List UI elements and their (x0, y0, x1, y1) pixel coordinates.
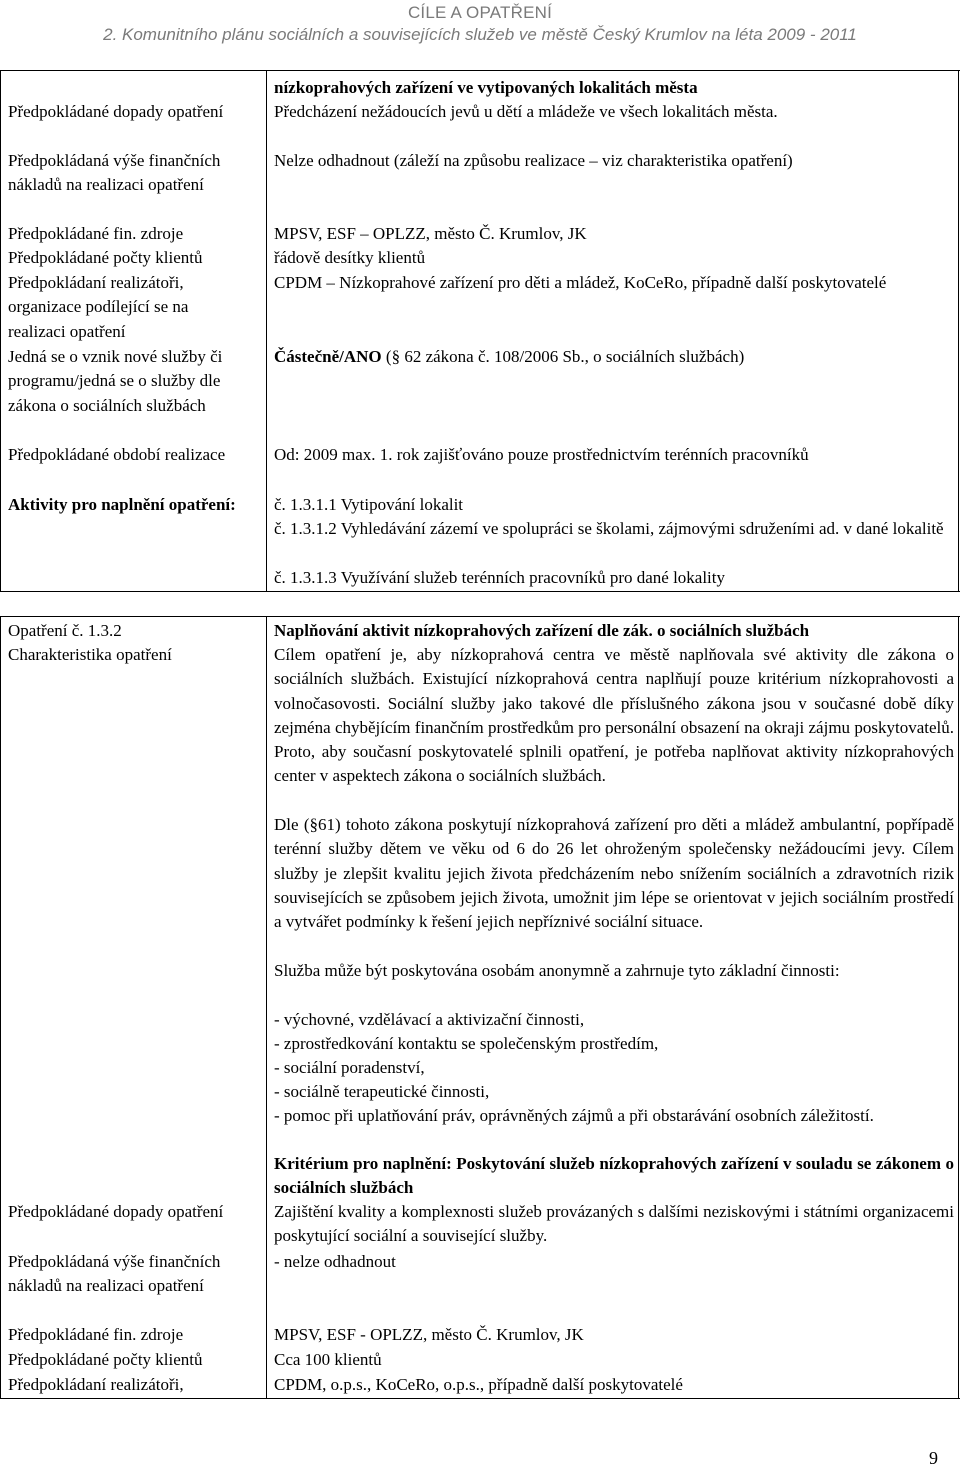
list-item: - pomoc při uplatňování práv, oprávněných zájmů a při obstarávání osobních záležitostí. (274, 1106, 874, 1125)
list-item: - výchovné, vzdělávací a aktivizační činnosti, (274, 1010, 585, 1029)
table2-top-border (0, 616, 960, 617)
row-value-implementers: CPDM, o.p.s., KoCeRo, o.p.s., případně další poskytovatelé (274, 1375, 683, 1394)
table1-intro: nízkoprahových zařízení ve vytipovaných lokalitách města (274, 78, 698, 97)
list-item: - zprostředkování kontaktu se společenským prostředím, (274, 1034, 659, 1053)
header-subtitle: 2. Komunitního plánu sociálních a souvisejících služeb ve městě Český Krumlov na léta 2009 - 2011 (103, 25, 857, 44)
characteristic-paragraph-1: Cílem opatření je, aby nízkoprahová centra ve městě naplňovala své aktivity dle zákona o sociálních službách. Existující nízkoprahová centra naplňují pouze kritérium nízkoprahovosti a volnočasovosti. Sociální služby jako takové dle příslušného zákona jsou v současné době díky zejména chybějícím finančním prostředkům pro personální obsazení na okraji zájmu poskytovatelů. Proto, aby současní poskytovatelé splnili opatření, je potřeba naplňovat aktivity nízkoprahových center v aspektech zákona o sociálních službách. (274, 645, 954, 786)
table2-column-divider (266, 616, 267, 1398)
row-label-impacts: Předpokládané dopady opatření (8, 102, 224, 121)
list-item: - sociálně terapeutické činnosti, (274, 1082, 490, 1101)
row-label-implementers: Předpokládaní realizátoři, (8, 1375, 184, 1394)
row-value-period: Od: 2009 max. 1. rok zajišťováno pouze prostřednictvím terénních pracovníků (274, 445, 809, 464)
table2-bottom-border (0, 1398, 960, 1399)
row-value-funding: MPSV, ESF – OPLZZ, město Č. Krumlov, JK (274, 224, 587, 243)
row-label-funding: Předpokládané fin. zdroje (8, 1325, 184, 1344)
header-title: CÍLE A OPATŘENÍ (407, 3, 553, 22)
table1-column-divider (266, 70, 267, 591)
row-label-implementers: Předpokládaní realizátoři, organizace podílející se na realizaci opatření (8, 273, 189, 341)
characteristic-label: Charakteristika opatření (8, 645, 172, 664)
new-service-law: (§ 62 zákona č. 108/2006 Sb., o sociálních službách) (381, 347, 745, 366)
row-label-costs: Předpokládaná výše finančních nákladů na realizaci opatření (8, 151, 221, 195)
measure-title: Naplňování aktivit nízkoprahových zařízení dle zák. o sociálních službách (274, 621, 810, 640)
row-value-impacts: Zajištění kvality a komplexnosti služeb provázaných s dalšími neziskovými i státními organizacemi poskytující sociální a související služby. (274, 1202, 954, 1246)
characteristic-paragraph-3: Služba může být poskytována osobám anonymně a zahrnuje tyto základní činnosti: (274, 961, 840, 980)
row-label-impacts: Předpokládané dopady opatření (8, 1202, 224, 1221)
row-label-clients: Předpokládané počty klientů (8, 1350, 203, 1369)
table1-top-border (0, 70, 960, 71)
list-item: - sociální poradenství, (274, 1058, 425, 1077)
characteristic-paragraph-2: Dle (§61) tohoto zákona poskytují nízkoprahová zařízení pro děti a mládež ambulantní, popřípadě terénní služby dětem ve věku od 6 do 26 let ohroženým společensky nežádoucími jevy. Cílem služby je zlepšit kvalitu jejich života předcházením nebo snížením sociálních a zdravotních rizik souvisejících se způsobem jejich života, umožnit jim lépe se orientovat v jejich sociálním prostředí a vytvářet podmínky k řešení jejich nepříznivé sociální situace. (274, 815, 954, 932)
row-label-costs: Předpokládaná výše finančních nákladů na realizaci opatření (8, 1252, 221, 1296)
activity-2: č. 1.3.1.2 Vyhledávání zázemí ve spolupráci se školami, zájmovými sdruženími ad. v dané lokalitě (274, 519, 944, 538)
row-label-clients: Předpokládané počty klientů (8, 248, 203, 267)
page-number: 9 (929, 1448, 938, 1468)
row-value-clients: Cca 100 klientů (274, 1350, 382, 1369)
row-label-funding: Předpokládané fin. zdroje (8, 224, 184, 243)
row-value-clients: řádově desítky klientů (274, 248, 426, 267)
criterion: Kritérium pro naplnění: Poskytování služeb nízkoprahových zařízení v souladu se zákonem o sociálních službách (274, 1154, 954, 1198)
measure-number: Opatření č. 1.3.2 (8, 621, 122, 640)
row-value-funding: MPSV, ESF - OPLZZ, město Č. Krumlov, JK (274, 1325, 584, 1344)
row-label-period: Předpokládané období realizace (8, 445, 226, 464)
activity-1: č. 1.3.1.1 Vytipování lokalit (274, 495, 464, 514)
row-value-costs: - nelze odhadnout (274, 1252, 396, 1271)
activity-3: č. 1.3.1.3 Využívání služeb terénních pracovníků pro dané lokality (274, 568, 726, 587)
table1-bottom-border (0, 591, 960, 592)
new-service-answer: Částečně/ANO (274, 347, 382, 366)
row-value-new-service (274, 345, 954, 369)
page-header (0, 2, 960, 46)
row-label-new-service: Jedná se o vznik nové služby či programu/jedná se o služby dle zákona o sociálních službách (8, 347, 223, 415)
row-value-costs: Nelze odhadnout (záleží na způsobu realizace – viz charakteristika opatření) (274, 151, 793, 170)
row-value-impacts: Předcházení nežádoucích jevů u dětí a mládeže ve všech lokalitách města. (274, 102, 778, 121)
row-value-implementers: CPDM – Nízkoprahové zařízení pro děti a mládež, KoCeRo, případně další poskytovatelé (274, 273, 887, 292)
row-label-activities: Aktivity pro naplnění opatření: (8, 495, 236, 514)
